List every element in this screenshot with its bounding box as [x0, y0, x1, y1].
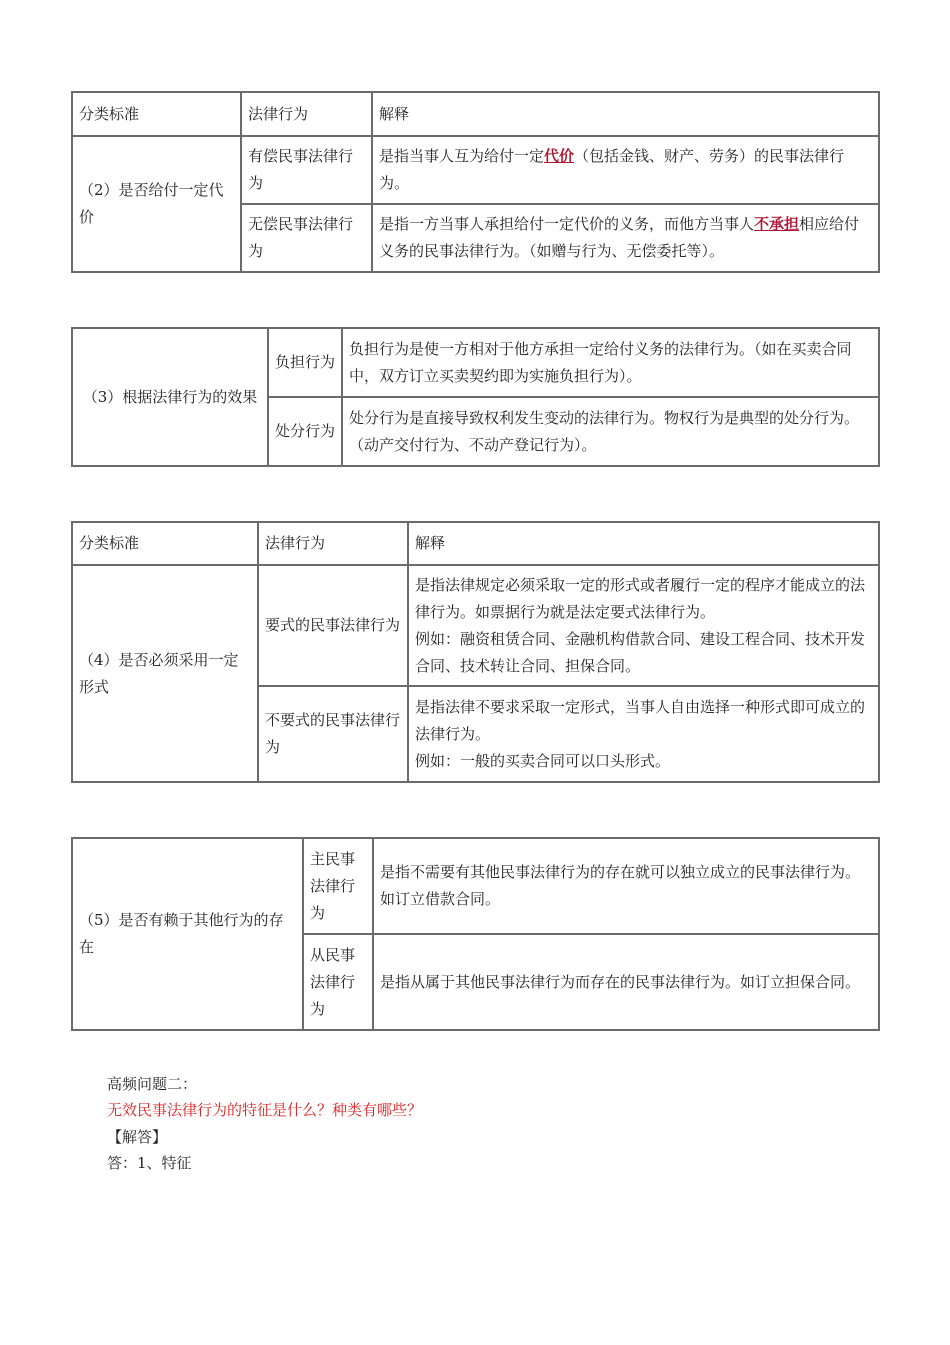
- header-legal-act: 法律行为: [258, 522, 408, 565]
- legal-act-cell: 有偿民事法律行为: [241, 136, 372, 204]
- legal-act-cell: 负担行为: [268, 328, 342, 397]
- classification-table-dependency: [71, 837, 880, 1031]
- explanation-cell: [408, 686, 879, 782]
- explanation-cell: 负担行为是使一方相对于他方承担一定给付义务的法律行为。（如在买卖合同中，双方订立买卖契约即为实施负担行为）。: [342, 328, 879, 397]
- keyword-link[interactable]: 不承担: [754, 215, 800, 233]
- question-title: 无效民事法律行为的特征是什么？种类有哪些？: [107, 1101, 423, 1119]
- example-text: 例如：一般的买卖合同可以口头形式。: [415, 751, 671, 770]
- explanation-cell: 是指一方当事人承担给付一定代价的义务，而他方当事人不承担相应给付义务的民事法律行为。（如赠与行为、无偿委托等）。: [372, 204, 879, 272]
- explanation-cell: 是指从属于其他民事法律行为而存在的民事法律行为。如订立担保合同。: [373, 934, 879, 1030]
- classification-table-effect: [71, 327, 880, 467]
- explanation-text: 是指法律不要求采取一定形式，当事人自由选择一种形式即可成立的法律行为。: [415, 697, 866, 743]
- explanation-cell: [408, 565, 879, 686]
- category-cell: （3）根据法律行为的效果: [72, 328, 268, 466]
- legal-act-cell: 要式的民事法律行为: [258, 565, 408, 686]
- header-legal-act: 法律行为: [241, 92, 372, 136]
- example-text: 例如：融资租赁合同、金融机构借款合同、建设工程合同、技术开发合同、技术转让合同、担保合同。: [415, 629, 866, 675]
- category-cell: （4）是否必须采用一定形式: [72, 565, 258, 782]
- legal-act-cell: 处分行为: [268, 397, 342, 466]
- explanation-cell: 处分行为是直接导致权利发生变动的法律行为。物权行为是典型的处分行为。（动产交付行为、不动产登记行为）。: [342, 397, 879, 466]
- legal-act-cell: 无偿民事法律行为: [241, 204, 372, 272]
- category-cell: （2）是否给付一定代价: [72, 136, 241, 272]
- question-label: 高频问题二：: [107, 1075, 198, 1093]
- answer-start: 答：1、特征: [107, 1154, 192, 1172]
- header-category: 分类标准: [72, 92, 241, 136]
- header-category: 分类标准: [72, 522, 258, 565]
- keyword-link[interactable]: 代价: [544, 147, 575, 165]
- legal-act-cell: 主民事法律行为: [303, 838, 373, 934]
- category-cell: （5）是否有赖于其他行为的存在: [72, 838, 303, 1030]
- header-explanation: 解释: [372, 92, 879, 136]
- answer-tag: 【解答】: [107, 1128, 168, 1146]
- explanation-text: 是指法律规定必须采取一定的形式或者履行一定的程序才能成立的法律行为。如票据行为就是法定要式法律行为。: [415, 575, 866, 621]
- legal-act-cell: 不要式的民事法律行为: [258, 686, 408, 782]
- explanation-cell: 是指不需要有其他民事法律行为的存在就可以独立成立的民事法律行为。如订立借款合同。: [373, 838, 879, 934]
- header-explanation: 解释: [408, 522, 879, 565]
- classification-table-consideration: [71, 91, 880, 273]
- explanation-cell: 是指当事人互为给付一定代价（包括金钱、财产、劳务）的民事法律行为。: [372, 136, 879, 204]
- classification-table-form: [71, 521, 880, 783]
- legal-act-cell: 从民事法律行为: [303, 934, 373, 1030]
